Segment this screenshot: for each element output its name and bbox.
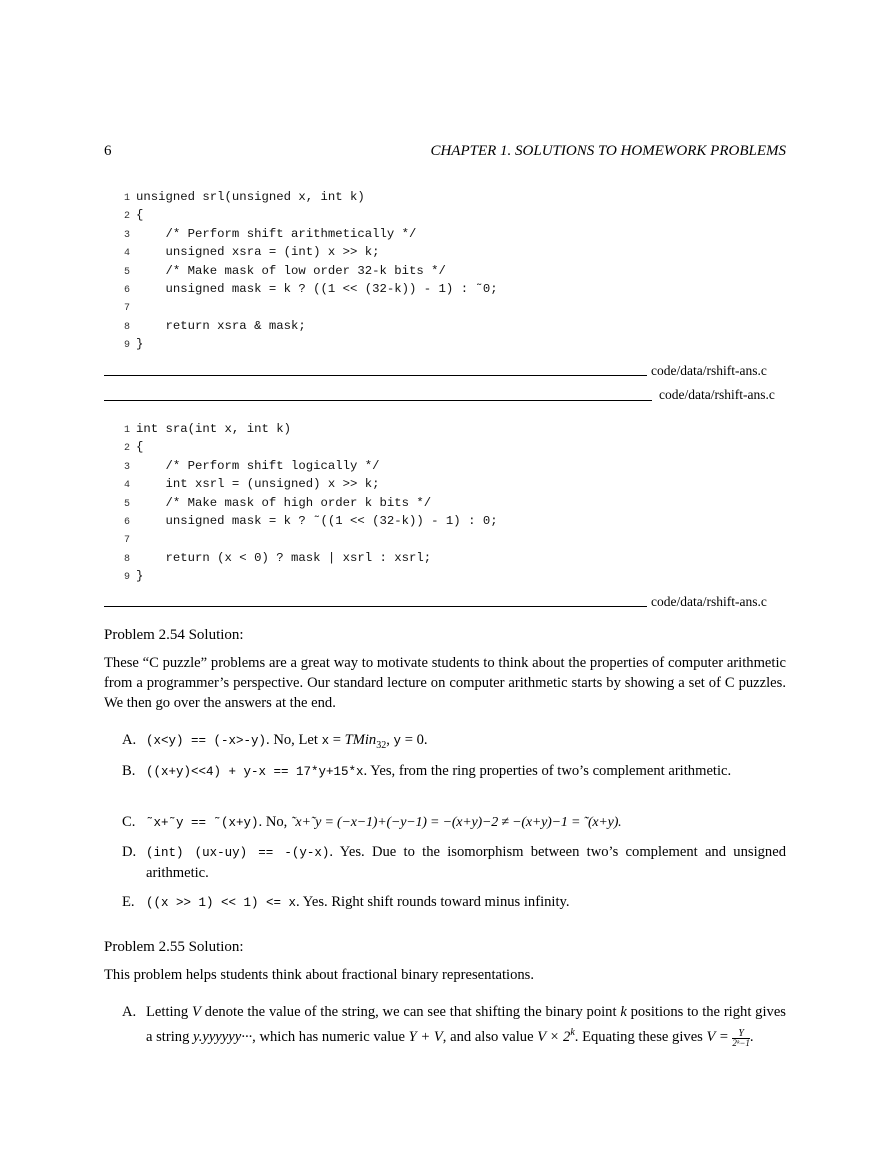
line-number: 4 bbox=[124, 480, 131, 492]
item-label: D. bbox=[122, 844, 137, 860]
line-number: 5 bbox=[124, 498, 131, 510]
code-line bbox=[124, 439, 498, 457]
inline-code: ((x+y)<<4) + y-x == 17*y+15*x bbox=[146, 765, 364, 779]
code-text: /* Make mask of high order k bits */ bbox=[136, 495, 432, 510]
line-number: 6 bbox=[124, 285, 131, 297]
answer-item-d bbox=[122, 843, 786, 883]
line-number: 6 bbox=[124, 517, 131, 529]
code-line bbox=[124, 226, 498, 244]
problem-heading: Problem 2.55 Solution: bbox=[104, 939, 244, 955]
line-number: 3 bbox=[124, 229, 131, 241]
code-line bbox=[124, 207, 498, 225]
item-text: . Yes, from the ring properties of two’s complement arithmetic. bbox=[363, 763, 732, 779]
code-line bbox=[124, 568, 498, 586]
line-number: 7 bbox=[124, 303, 131, 315]
code-text: return (x < 0) ? mask | xsrl : xsrl; bbox=[136, 550, 432, 565]
answer-item-a bbox=[122, 1003, 786, 1048]
listing-filename-start: code/data/rshift-ans.c bbox=[659, 387, 775, 402]
line-number: 4 bbox=[124, 248, 131, 260]
problem-intro: These “C puzzle” problems are a great way to motivate students to think about the properties of computer arithmetic from a programmer’s perspective. Our standard lecture on computer arithmetic starts by showing a set of C puzzles. We then go over the answers at the end. bbox=[104, 655, 786, 711]
page-number: 6 bbox=[104, 143, 112, 159]
line-number: 3 bbox=[124, 461, 131, 473]
code-line bbox=[124, 513, 498, 531]
line-number: 2 bbox=[124, 443, 131, 455]
problem-intro: This problem helps students think about fractional binary representations. bbox=[104, 967, 535, 983]
line-number: 7 bbox=[124, 535, 131, 547]
math-subscript: 32 bbox=[376, 739, 387, 751]
code-line bbox=[124, 189, 498, 207]
item-label: C. bbox=[122, 814, 136, 830]
item-label: B. bbox=[122, 763, 136, 779]
code-text: { bbox=[136, 440, 144, 455]
answer-item-a bbox=[122, 731, 786, 755]
code-text: int xsrl = (unsigned) x >> k; bbox=[136, 477, 380, 492]
code-text: } bbox=[136, 569, 144, 584]
inline-code: (x<y) == (-x>-y) bbox=[146, 734, 267, 748]
item-text: . Yes. Right shift rounds toward minus infinity. bbox=[296, 894, 570, 910]
item-text: . No, Let bbox=[266, 732, 322, 748]
inline-code: (int) (ux-uy) == -(y-x) bbox=[146, 846, 330, 860]
code-line bbox=[124, 318, 498, 336]
answer-item-c bbox=[122, 813, 786, 834]
code-text: unsigned mask = k ? ((1 << (32-k)) - 1) : ˜0; bbox=[136, 282, 498, 297]
code-listing-sra bbox=[124, 421, 498, 587]
code-line bbox=[124, 550, 498, 568]
item-text: Letting V denote the value of the string, we can see that shifting the binary point k positions to the right gives a string y.yyyyyy···, which has numeric value Y + V, and also value $V \times 2^k$. Equating these gives V = $\frac{Y}{\text{2ᵏ−1}}$ . bbox=[146, 1004, 786, 1049]
code-text: /* Perform shift logically */ bbox=[136, 458, 380, 473]
code-text: unsigned srl(unsigned x, int k) bbox=[136, 190, 365, 204]
line-number: 1 bbox=[124, 193, 131, 204]
code-line bbox=[124, 263, 498, 281]
item-label: A. bbox=[122, 1004, 137, 1020]
line-number: 2 bbox=[124, 211, 131, 223]
math-fraction: $\frac{Y}{\text{2ᵏ−1}}$ bbox=[732, 1028, 750, 1049]
line-number: 9 bbox=[124, 340, 131, 352]
math-tmin: TMin bbox=[344, 732, 377, 748]
code-line bbox=[124, 458, 498, 476]
line-number: 8 bbox=[124, 321, 131, 333]
listing-start-rule bbox=[104, 400, 652, 401]
item-text: . No, bbox=[258, 814, 291, 830]
code-text: return xsra & mask; bbox=[136, 318, 306, 333]
code-line bbox=[124, 244, 498, 262]
listing-filename-end: code/data/rshift-ans.c bbox=[651, 594, 767, 609]
inline-code: ((x >> 1) << 1) <= x bbox=[146, 896, 297, 910]
listing-end-rule bbox=[104, 375, 647, 376]
answer-item-b bbox=[122, 762, 786, 783]
item-label: A. bbox=[122, 732, 137, 748]
code-line bbox=[124, 421, 498, 439]
code-line bbox=[124, 531, 498, 549]
code-text: /* Perform shift arithmetically */ bbox=[136, 226, 417, 241]
code-text: unsigned mask = k ? ˜((1 << (32-k)) - 1) : 0; bbox=[136, 514, 498, 529]
line-number: 1 bbox=[124, 425, 131, 436]
line-number: 9 bbox=[124, 572, 131, 584]
item-text: = 0. bbox=[401, 732, 428, 748]
code-line bbox=[124, 336, 498, 354]
item-label: E. bbox=[122, 894, 135, 910]
code-line bbox=[124, 299, 498, 317]
inline-code: ˜x+˜y == ˜(x+y) bbox=[146, 816, 259, 830]
code-text: /* Make mask of low order 32-k bits */ bbox=[136, 263, 446, 278]
item-text: . Yes. Due to the isomorphism between two’s complement and unsigned arithmetic. bbox=[146, 844, 786, 881]
code-line bbox=[124, 281, 498, 299]
listing-end-rule bbox=[104, 606, 647, 607]
running-head: CHAPTER 1. SOLUTIONS TO HOMEWORK PROBLEMS bbox=[430, 143, 786, 159]
code-line bbox=[124, 495, 498, 513]
code-text: } bbox=[136, 337, 144, 352]
inline-code: y bbox=[393, 734, 402, 748]
inline-code: x bbox=[321, 734, 330, 748]
item-text: = bbox=[329, 732, 345, 748]
code-text: { bbox=[136, 208, 144, 223]
problem-heading: Problem 2.54 Solution: bbox=[104, 627, 244, 643]
listing-filename-end: code/data/rshift-ans.c bbox=[651, 363, 767, 378]
code-text: int sra(int x, int k) bbox=[136, 422, 291, 436]
answer-item-e bbox=[122, 893, 786, 914]
item-text: , bbox=[386, 732, 394, 748]
line-number: 5 bbox=[124, 266, 131, 278]
code-text: unsigned xsra = (int) x >> k; bbox=[136, 245, 380, 260]
code-listing-srl bbox=[124, 189, 498, 355]
math-expression: ˜x+˜y = (−x−1)+(−y−1) = −(x+y)−2 ≠ −(x+y)−1 = ˜(x+y). bbox=[290, 815, 622, 830]
line-number: 8 bbox=[124, 553, 131, 565]
code-line bbox=[124, 476, 498, 494]
